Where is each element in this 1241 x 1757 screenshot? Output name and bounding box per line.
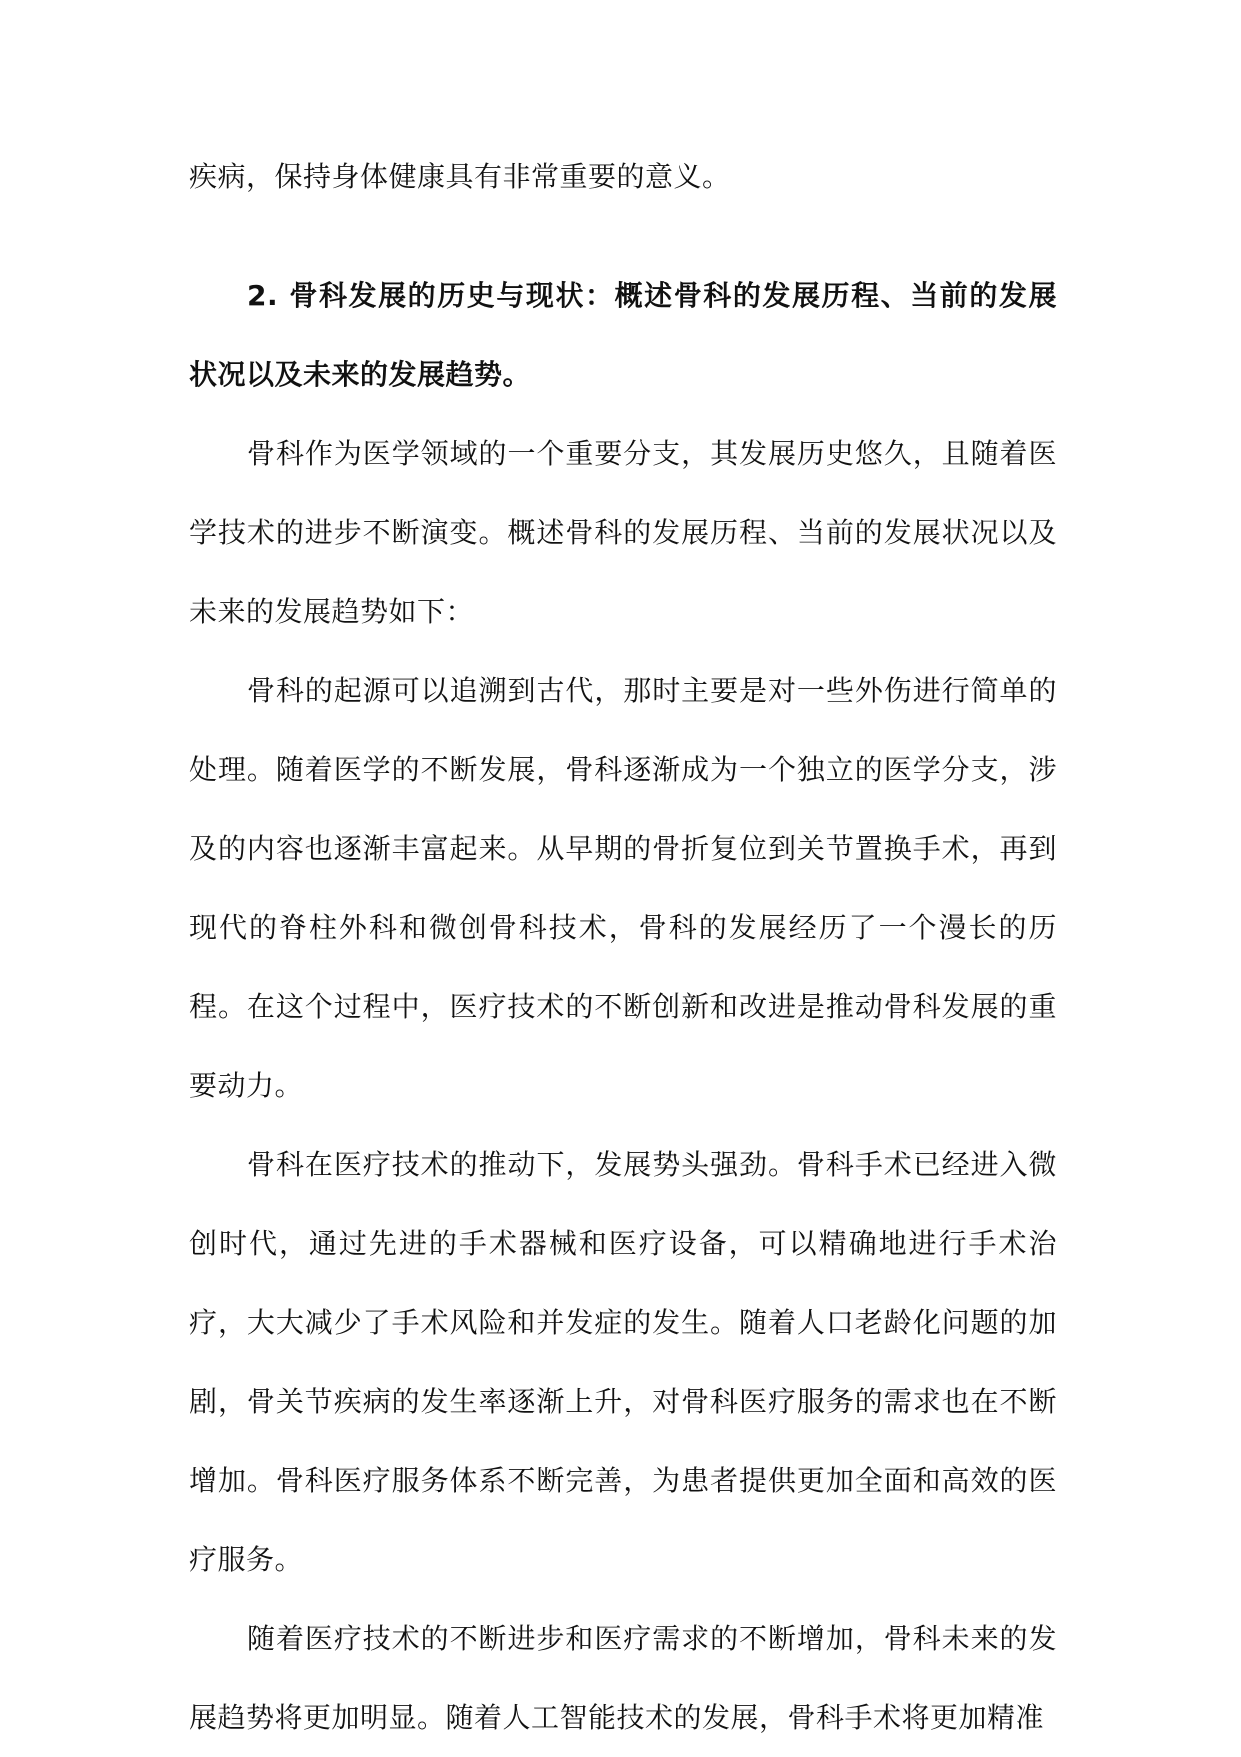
paragraph-intro: 骨科作为医学领域的一个重要分支，其发展历史悠久，且随着医学技术的进步不断演变。概述骨科的发展历程、当前的发展状况以及未来的发展趋势如下： [189,437,1057,628]
paragraph-current-status: 骨科在医疗技术的推动下，发展势头强劲。骨科手术已经进入微创时代，通过先进的手术器械和医疗设备，可以精确地进行手术治疗，大大减少了手术风险和并发症的发生。随着人口老龄化问题的加剧，骨关节疾病的发生率逐渐上升，对骨科医疗服务的需求也在不断增加。骨科医疗服务体系不断完善，为患者提供更加全面和高效的医疗服务。 [189,1148,1057,1576]
paragraph-history: 骨科的起源可以追溯到古代，那时主要是对一些外伤进行简单的处理。随着医学的不断发展，骨科逐渐成为一个独立的医学分支，涉及的内容也逐渐丰富起来。从早期的骨折复位到关节置换手术，再到现代的脊柱外科和微创骨科技术，骨科的发展经历了一个漫长的历程。在这个过程中，医疗技术的不断创新和改进是推动骨科发展的重要动力。 [189,674,1057,1102]
paragraph-future-trend: 随着医疗技术的不断进步和医疗需求的不断增加，骨科未来的发展趋势将更加明显。随着人工智能技术的发展，骨科手术将更加精准 [189,1622,1057,1734]
paragraph-continuation: 疾病，保持身体健康具有非常重要的意义。 [189,160,731,193]
document-body [189,137,1057,1757]
section-heading: 2. 骨科发展的历史与现状：概述骨科的发展历程、当前的发展状况以及未来的发展趋势。 [189,279,1057,391]
